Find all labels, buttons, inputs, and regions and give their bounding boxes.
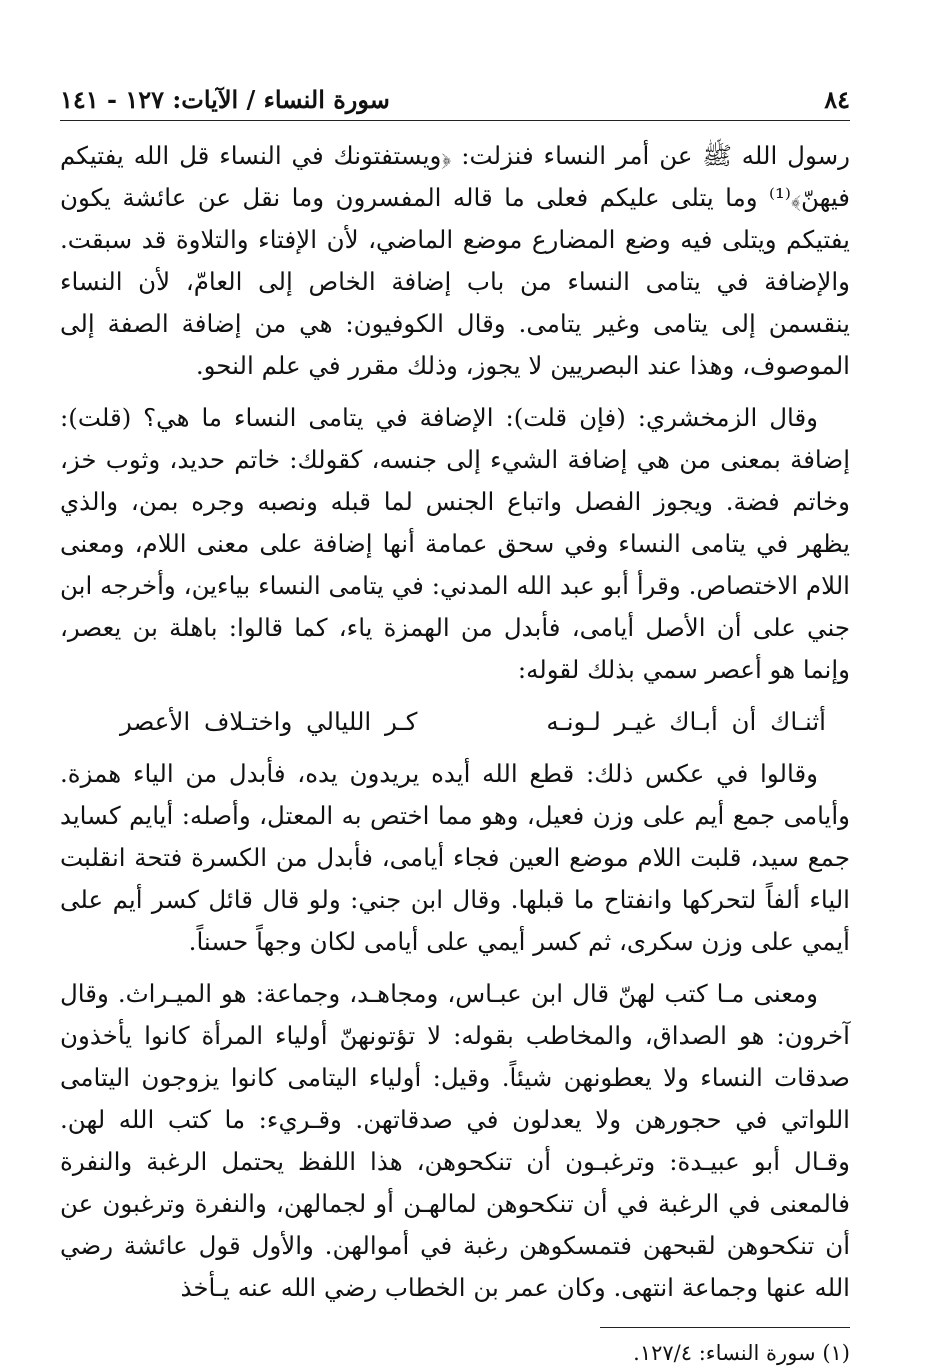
page <box>60 80 850 1370</box>
body-text <box>60 135 850 1309</box>
page-header <box>60 80 850 121</box>
paragraph-2: وقال الزمخشري: (فإن قلت): الإضافة في يتامى النساء ما هي؟ (قلت): إضافة بمعنى من هي إضافة الشيء إلى جنسه، كقولك: خاتم حديد، وثوب خز، وخاتم فضة. ويجوز الفصل واتباع الجنس لما قبله ونصبه وجره بمن، والذي يظهر في يتامى النساء وفي سحق عمامة أنها إضافة على معنى اللام، ومعنى اللام الاختصاص. وقرأ أبو عبد الله المدني: في يتامى النساء بياءين، وأخرجه ابن جني على أن الأصل أيامى، فأبدل من الهمزة ياء، كما قالوا: باهلة بن يعصر، وإنما هو أعصر سمي بذلك لقوله: <box>60 403 850 684</box>
paragraph-4: ومعنى مـا كتب لهنّ قال ابن عبـاس، ومجاهـد، وجماعة: هو الميـراث. وقال آخرون: هو الصداق، والمخاطب بقوله: لا تؤتونهنّ أولياء المرأة كانوا يأخذون صدقات النساء ولا يعطونهن شيئاً. وقيل: أولياء اليتامى كانوا يزوجون اليتامى اللواتي في حجورهن ولا يعدلون في صدقاتهن. وقـريء: ما كتب الله لهن. وقـال أبو عبيـدة: وترغبـون أن تنكحوهن، هذا اللفظ يحتمل الرغبة والنفرة فالمعنى في الرغبة في أن تنكحوهن لمالهـن أو لجمالهن، والنفرة وترغبون عن أن تنكحوهن لقبحهن فتمسكوهن رغبة في أموالهن. والأول قول عائشة رضي الله عنها وجماعة انتهى. وكان عمر بن الخطاب رضي الله عنه يـأخذ <box>60 979 850 1302</box>
poetry-verse <box>60 701 850 743</box>
verse-first-hemistich: أثنـاك أن أبـاك غيـر لـونـه <box>546 707 826 736</box>
paragraph-3: وقالوا في عكس ذلك: قطع الله أيده يريدون يده، فأبدل من الياء همزة. وأيامى جمع أيم على وزن فعيل، وهو مما اختص به المعتل، وأصله: أيايم كسايد جمع سيد، قلبت اللام موضع العين فجاء أيامى، فأبدل من الكسرة فتحة انقلبت الياء ألفاً لتحركها وانفتاح ما قبلها. وقال ابن جني: ولو قال قائل كسر أيم على أيمي على وزن سكرى، ثم كسر أيمي على أيامى لكان وجهاً حسناً. <box>60 759 850 956</box>
page-number: ٨٤ <box>824 85 850 114</box>
running-title: سورة النساء / الآيات: ١٢٧ - ١٤١ <box>60 85 390 114</box>
footnote: (١) سورة النساء: ١٢٧/٤. <box>633 1341 850 1365</box>
footnote-divider <box>600 1327 850 1328</box>
paragraph-1: رسول الله ﷺ عن أمر النساء فنزلت: ﴿ويستفتونك في النساء قل الله يفتيكم فيهنّ﴾⁽¹⁾ وما يتلى عليكم فعلى ما قاله المفسرون وما نقل عن عائشة يكون يفتيكم ويتلى فيه وضع المضارع موضع الماضي، لأن الإفتاء والتلاوة قد سبقت. والإضافة في يتامى النساء من باب إضافة الخاص إلى العامّ، لأن النساء ينقسمن إلى يتامى وغير يتامى. وقال الكوفيون: هي من إضافة الصفة إلى الموصوف، وهذا عند البصريين لا يجوز، وذلك مقرر في علم النحو. <box>60 141 850 380</box>
verse-second-hemistich: كـر الليالي واختـلاف الأعصر <box>120 707 418 736</box>
